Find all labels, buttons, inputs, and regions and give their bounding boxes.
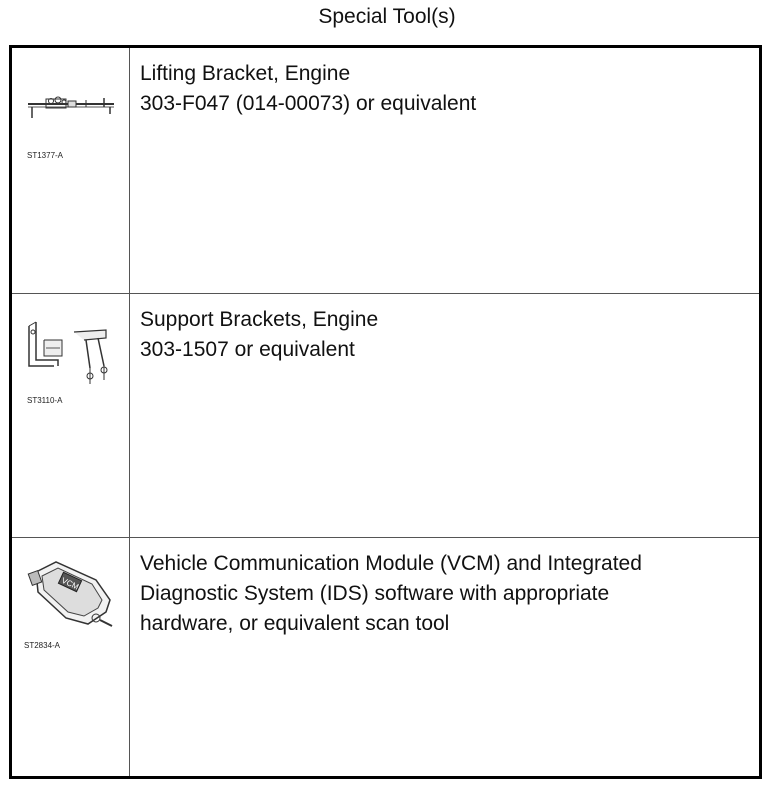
special-tools-table — [9, 45, 762, 779]
engine-support-brackets-icon — [24, 318, 116, 388]
tool-illustration-cell — [12, 48, 130, 293]
tool-code: ST2834-A — [24, 641, 61, 650]
tool-name: Vehicle Communication Module (VCM) and Integrated — [140, 552, 642, 575]
table-row — [12, 48, 759, 293]
tool-description — [131, 48, 759, 293]
tool-description — [131, 294, 759, 537]
tool-illustration-cell — [12, 538, 130, 776]
tool-name: Lifting Bracket, Engine — [140, 62, 351, 85]
tool-code: ST3110-A — [27, 396, 63, 405]
tool-name: Support Brackets, Engine — [140, 308, 379, 331]
vcm-scan-tool-icon — [26, 558, 116, 630]
table-row — [12, 537, 759, 776]
tool-description — [131, 538, 759, 776]
tool-part-number: 303-F047 (014-00073) or equivalent — [140, 92, 477, 115]
tool-code: ST1377-A — [27, 151, 64, 160]
engine-lifting-bracket-icon — [26, 90, 116, 120]
tool-name-continued: Diagnostic System (IDS) software with appropriate — [140, 582, 610, 605]
page-title: Special Tool(s) — [318, 5, 456, 28]
table-row — [12, 293, 759, 537]
svg-text:VCM: VCM — [60, 575, 81, 592]
tool-illustration-cell — [12, 294, 130, 537]
tool-part-number: 303-1507 or equivalent — [140, 338, 355, 361]
tool-name-continued: hardware, or equivalent scan tool — [140, 612, 450, 635]
